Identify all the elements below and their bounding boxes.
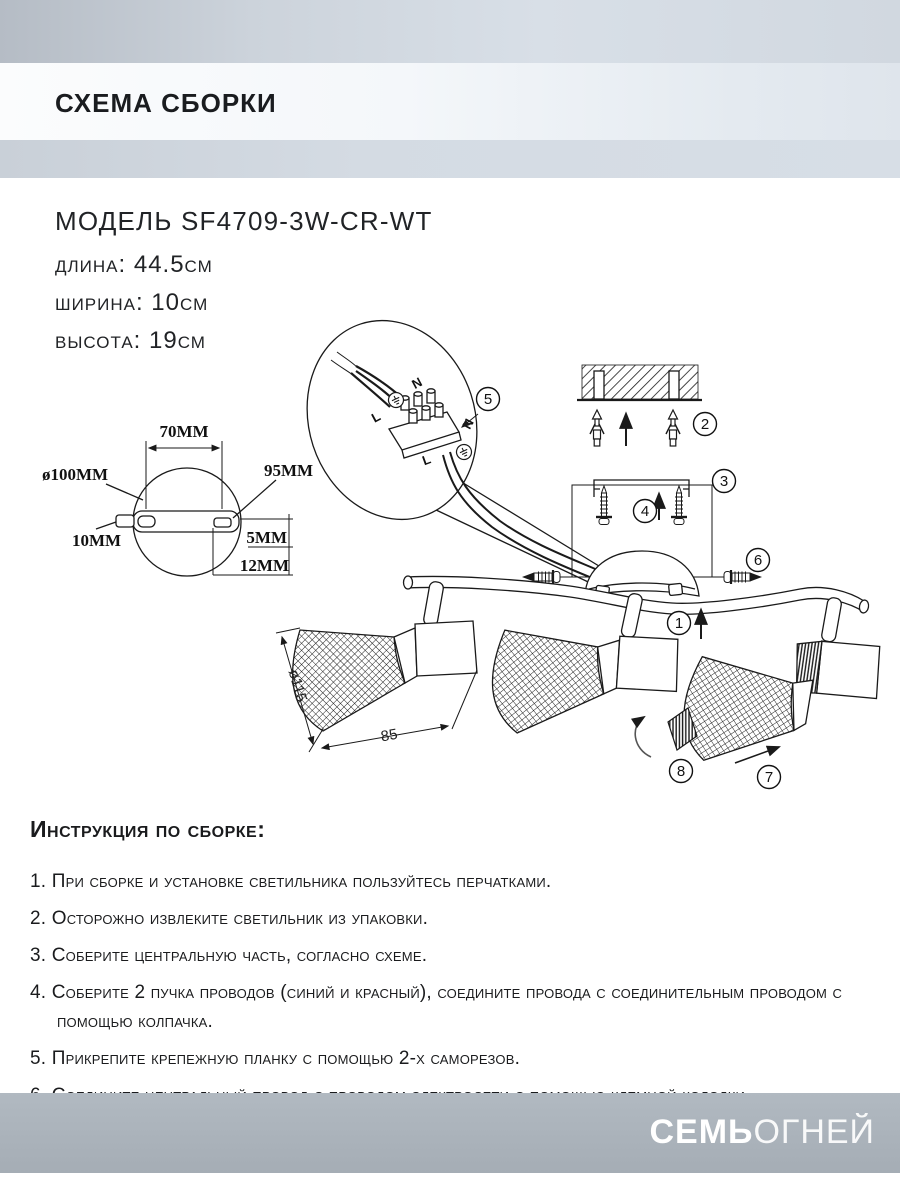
callout-3 [713, 470, 736, 493]
brand-logo-bold: СЕМЬ [649, 1113, 754, 1151]
callout-5 [477, 388, 500, 411]
spotlight-head [293, 621, 477, 731]
svg-text:3: 3 [719, 473, 729, 490]
dim-12mm: 12MM [239, 556, 289, 575]
ceiling-section [577, 365, 702, 446]
svg-text:7: 7 [764, 769, 774, 786]
wall-anchor-icon [590, 410, 604, 446]
instruction-item: 4. Соберите 2 пучка проводов (синий и красный), соедините провода с соединительным проводом с помощью колпачка. [30, 982, 843, 1032]
dim-95mm: 95MM [264, 461, 314, 480]
assembly-instructions [30, 816, 875, 1118]
wiring-detail-callout [282, 298, 612, 589]
spotlight-head-detached [674, 635, 884, 779]
mounting-plate-diagram [42, 422, 313, 576]
svg-text:5: 5 [483, 391, 493, 408]
product-spec-height: высота: 19см [55, 327, 206, 354]
wire-label-l-bottom: L [420, 451, 433, 469]
instruction-item: 5. Прикрепите крепежную планку с помощью 2-х саморезов. [30, 1048, 521, 1069]
wall-anchor-icon [666, 410, 680, 446]
brand-logo-light: ОГНЕЙ [753, 1113, 875, 1151]
svg-text:2: 2 [700, 416, 710, 433]
svg-text:6: 6 [753, 552, 763, 569]
step8-ring [635, 708, 697, 757]
dim-100mm: ø100MM [42, 465, 109, 484]
assembly-diagram [0, 180, 900, 805]
dim-5mm: 5MM [246, 528, 287, 547]
callout-6 [747, 549, 770, 572]
callout-1 [668, 612, 691, 635]
callout-4 [634, 500, 657, 523]
instruction-item: 1. При сборке и установке светильника пользуйтесь перчатками. [30, 871, 552, 892]
instruction-item: 2. Осторожно извлеките светильник из упаковки. [30, 908, 429, 929]
page-title: СХЕМА СБОРКИ [55, 88, 277, 118]
rotate-arrow-icon [635, 717, 651, 757]
svg-text:4: 4 [640, 503, 650, 520]
spotlight-head [487, 620, 682, 749]
footer-banner [0, 1093, 900, 1173]
wire-label-n-right: N [459, 416, 477, 432]
product-spec-width: ширина: 10см [55, 289, 209, 316]
product-model: МОДЕЛЬ SF4709-3W-CR-WT [55, 206, 433, 236]
wire-label-n-top: N [409, 374, 425, 392]
instructions-title: Инструкция по сборке: [30, 816, 266, 842]
screw-icon [596, 486, 612, 525]
product-spec-length: длина: 44.5см [55, 251, 213, 278]
callout-7 [758, 766, 781, 789]
brand-logo [649, 1113, 875, 1152]
screw-icon [671, 486, 687, 525]
step7-arrow-icon [735, 747, 779, 763]
dim-10mm: 10MM [72, 531, 122, 550]
dim-shade-diameter: ø115 [284, 667, 311, 705]
dim-shade-depth: 85 [379, 725, 399, 746]
svg-text:8: 8 [676, 763, 686, 780]
callout-2 [694, 413, 717, 436]
callout-8 [670, 760, 693, 783]
header-band-top [0, 0, 900, 63]
dim-70mm: 70MM [159, 422, 209, 441]
wire-label-l-top: L [368, 408, 383, 426]
header-banner [0, 0, 900, 178]
svg-text:1: 1 [674, 615, 684, 632]
header-band-bottom [0, 140, 900, 178]
instruction-item: 3. Соберите центральную часть, согласно схеме. [30, 945, 428, 966]
screw-icon [724, 570, 762, 584]
